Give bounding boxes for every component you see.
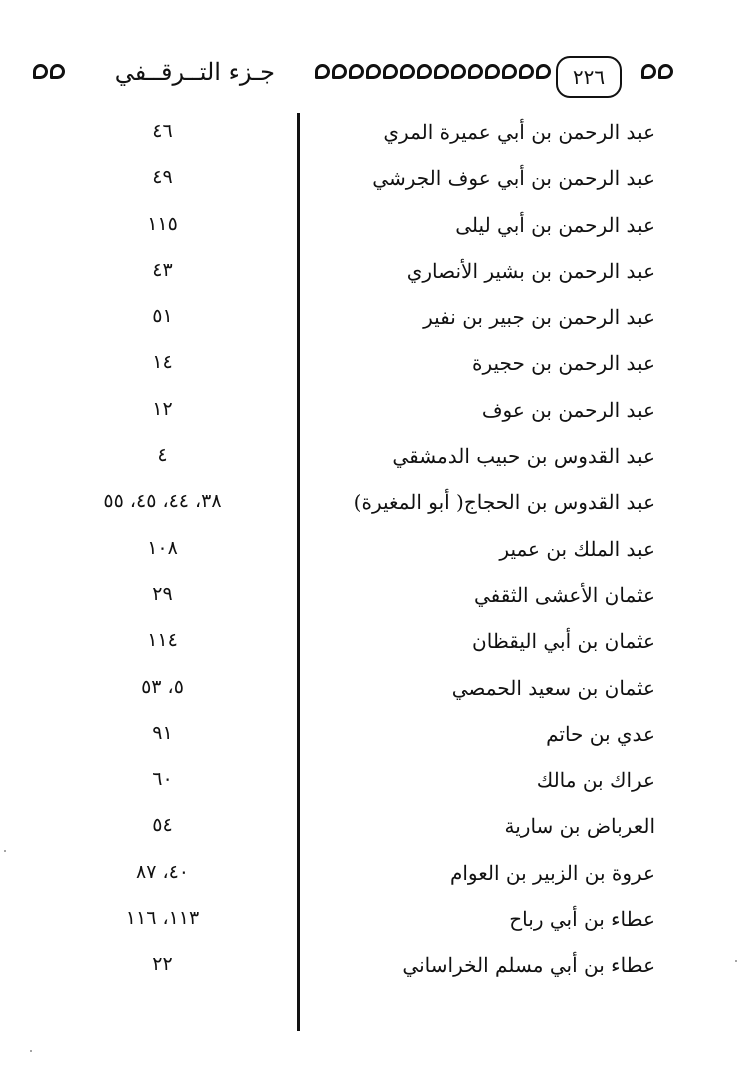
entry-pages: ٥، ٥٣ bbox=[141, 675, 184, 698]
entry-name: عدي بن حاتم bbox=[546, 721, 655, 746]
index-row bbox=[70, 158, 655, 204]
book-title: جـزء التــرقــفي bbox=[114, 58, 275, 86]
entry-pages: ٣٨، ٤٤، ٤٥، ٥٥ bbox=[103, 490, 222, 513]
ornament-swirl-icon bbox=[485, 64, 500, 79]
index-row bbox=[70, 529, 655, 575]
entry-name: عبد الرحمن بن بشير الأنصاري bbox=[406, 258, 655, 283]
ornament-swirl-icon bbox=[383, 64, 398, 79]
index-row bbox=[70, 297, 655, 343]
entry-pages: ١١٣، ١١٦ bbox=[125, 907, 200, 930]
index-row bbox=[70, 205, 655, 251]
ornament-left bbox=[32, 64, 66, 86]
entry-name: عبد الرحمن بن عوف bbox=[481, 397, 655, 422]
entry-name: عطاء بن أبي رباح bbox=[509, 907, 655, 932]
entry-name: عروة بن الزبير بن العوام bbox=[449, 860, 655, 885]
ornament-swirl-icon bbox=[641, 64, 656, 79]
entry-name: عثمان بن سعيد الحمصي bbox=[451, 675, 655, 700]
entry-pages: ٥١ bbox=[152, 305, 173, 328]
page-header bbox=[30, 56, 680, 100]
ornament-swirl-icon bbox=[315, 64, 330, 79]
entry-pages: ٢٩ bbox=[152, 582, 173, 605]
entry-name: عبد الرحمن بن حجيرة bbox=[472, 351, 655, 376]
index-row bbox=[70, 621, 655, 667]
ornament-swirl-icon bbox=[400, 64, 415, 79]
entry-pages: ٦٠ bbox=[152, 768, 173, 791]
ornament-swirl-icon bbox=[658, 64, 673, 79]
entry-pages: ١٢ bbox=[152, 397, 173, 420]
ornament-swirl-icon bbox=[417, 64, 432, 79]
ornament-swirl-icon bbox=[519, 64, 534, 79]
index-row bbox=[70, 390, 655, 436]
entry-name: عبد الملك بن عمير bbox=[499, 536, 655, 561]
index-row bbox=[70, 853, 655, 899]
index-row bbox=[70, 945, 655, 991]
index-row bbox=[70, 112, 655, 158]
page-number-text: ٢٢٦ bbox=[572, 65, 606, 89]
index-row bbox=[70, 899, 655, 945]
index-row bbox=[70, 251, 655, 297]
index-row bbox=[70, 436, 655, 482]
entry-pages: ١١٤ bbox=[147, 629, 178, 652]
entry-name: عطاء بن أبي مسلم الخراساني bbox=[402, 953, 655, 978]
entry-name: عبد القدوس بن الحجاج( أبو المغيرة) bbox=[353, 490, 655, 515]
entry-name: عبد الرحمن بن جبير بن نفير bbox=[423, 305, 655, 330]
ornament-swirl-icon bbox=[502, 64, 517, 79]
entry-pages: ٢٢ bbox=[152, 953, 173, 976]
ornament-swirl-icon bbox=[332, 64, 347, 79]
entry-name: عثمان الأعشى الثقفي bbox=[473, 582, 655, 607]
ornament-swirl-icon bbox=[33, 64, 48, 79]
ornament-swirl-icon bbox=[366, 64, 381, 79]
entry-pages: ٤٦ bbox=[152, 120, 173, 142]
page-number bbox=[556, 56, 622, 98]
paper-speck bbox=[4, 850, 6, 852]
entry-pages: ١٤ bbox=[152, 351, 173, 374]
ornament-swirl-icon bbox=[434, 64, 449, 79]
ornament-band bbox=[314, 64, 552, 86]
entry-pages: ١٠٨ bbox=[147, 536, 178, 559]
index-row bbox=[70, 760, 655, 806]
ornament-swirl-icon bbox=[349, 64, 364, 79]
entry-pages: ١١٥ bbox=[147, 212, 178, 235]
index-row bbox=[70, 806, 655, 852]
entry-pages: ٩١ bbox=[152, 721, 173, 744]
paper-speck bbox=[30, 1050, 32, 1052]
entry-pages: ٤ bbox=[157, 444, 168, 467]
index-row bbox=[70, 343, 655, 389]
entry-name: عبد القدوس بن حبيب الدمشقي bbox=[392, 444, 655, 469]
ornament-right bbox=[640, 64, 674, 86]
entry-name: عراك بن مالك bbox=[536, 768, 655, 793]
index-row bbox=[70, 482, 655, 528]
entry-name: العرباض بن سارية bbox=[504, 814, 655, 839]
index-row bbox=[70, 575, 655, 621]
ornament-swirl-icon bbox=[50, 64, 65, 79]
index-row bbox=[70, 714, 655, 760]
entry-name: عبد الرحمن بن أبي عميرة المري bbox=[383, 120, 655, 144]
entry-pages: ٤٠، ٨٧ bbox=[135, 860, 189, 883]
ornament-swirl-icon bbox=[468, 64, 483, 79]
entry-name: عبد الرحمن بن أبي عوف الجرشي bbox=[372, 166, 655, 191]
entry-name: عبد الرحمن بن أبي ليلى bbox=[455, 212, 655, 237]
entry-pages: ٤٣ bbox=[152, 258, 173, 281]
ornament-swirl-icon bbox=[536, 64, 551, 79]
index-list bbox=[70, 112, 655, 992]
ornament-swirl-icon bbox=[451, 64, 466, 79]
entry-pages: ٥٤ bbox=[152, 814, 173, 837]
index-row bbox=[70, 668, 655, 714]
entry-pages: ٤٩ bbox=[152, 166, 173, 189]
entry-name: عثمان بن أبي اليقظان bbox=[472, 629, 655, 654]
paper-speck bbox=[735, 960, 737, 962]
